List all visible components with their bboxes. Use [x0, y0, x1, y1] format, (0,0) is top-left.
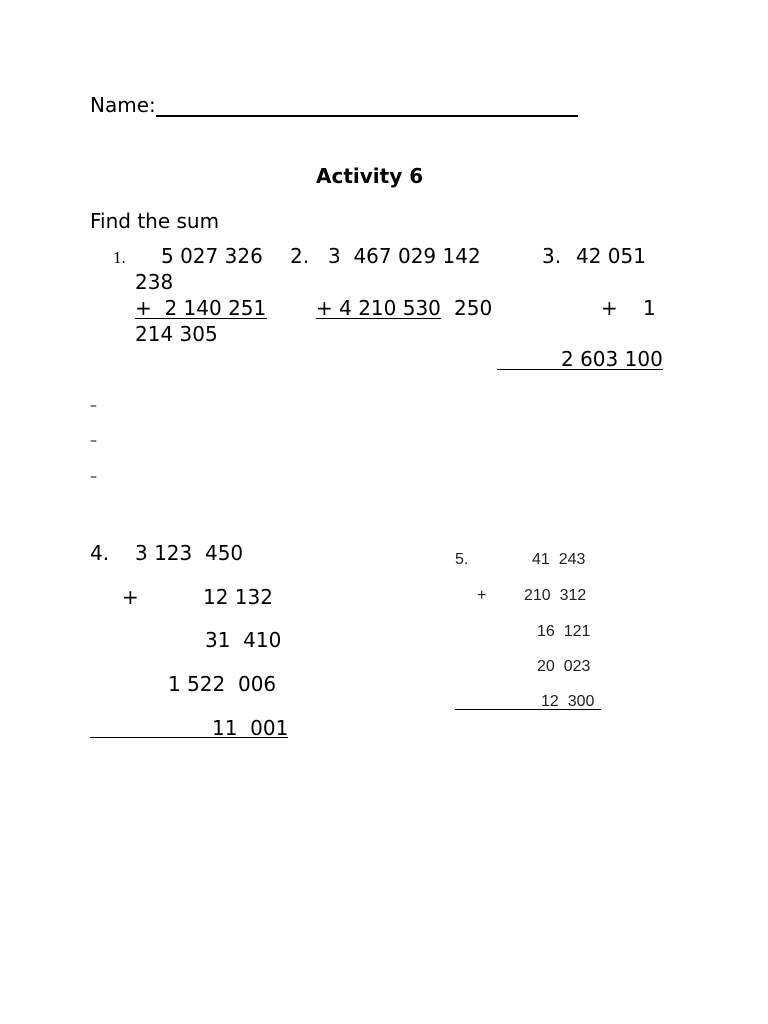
problem-2-addend-2-tail: 250 — [454, 296, 493, 320]
problem-2-addend-1: 3 467 029 142 — [328, 244, 481, 268]
dash-mark: – — [90, 469, 97, 485]
problem-5-addend-5: 12 300 — [541, 693, 595, 710]
problem-1-underline — [135, 318, 267, 319]
problem-2-number: 2. — [290, 244, 310, 268]
problem-4-addend-5: 11 001 — [212, 716, 289, 740]
problem-1-addend-1: 5 027 326 — [161, 244, 263, 268]
problem-2-addend-2: + 4 210 530 — [316, 296, 441, 320]
problem-4-addend-2: 12 132 — [203, 585, 273, 609]
problem-5-addend-2: 210 312 — [524, 587, 587, 604]
problem-3-addend-1b: 238 — [135, 270, 174, 294]
instruction-text: Find the sum — [90, 209, 220, 233]
problem-4-number: 4. — [90, 541, 110, 565]
problem-5-number: 5. — [455, 551, 469, 568]
problem-1-number: 1. — [113, 248, 126, 267]
problem-4-addend-3: 31 410 — [205, 628, 282, 652]
problem-3-addend-3: 2 603 100 — [561, 347, 663, 371]
dash-mark: – — [90, 398, 97, 414]
problem-5-addend-4: 20 023 — [537, 658, 591, 675]
problem-5-plus: + — [477, 587, 487, 604]
problem-3-number: 3. — [542, 244, 562, 268]
name-label: Name: — [90, 93, 156, 117]
problem-3-addend-1a: 42 051 — [576, 244, 646, 268]
problem-3-addend-2b: 214 305 — [135, 322, 218, 346]
problem-3-addend-2a: 1 — [643, 296, 656, 320]
problem-5-addend-1: 41 243 — [532, 551, 586, 568]
problem-3-plus: + — [601, 296, 618, 320]
page-title: Activity 6 — [316, 164, 424, 188]
problem-4-plus: + — [122, 585, 139, 609]
problem-4-addend-4: 1 522 006 — [168, 672, 277, 696]
dash-mark: – — [90, 433, 97, 449]
problem-4-addend-1: 3 123 450 — [135, 541, 244, 565]
problem-2-underline — [316, 318, 441, 319]
name-line[interactable] — [156, 115, 578, 117]
problem-1-addend-2: + 2 140 251 — [135, 296, 267, 320]
problem-5-addend-3: 16 121 — [537, 623, 591, 640]
